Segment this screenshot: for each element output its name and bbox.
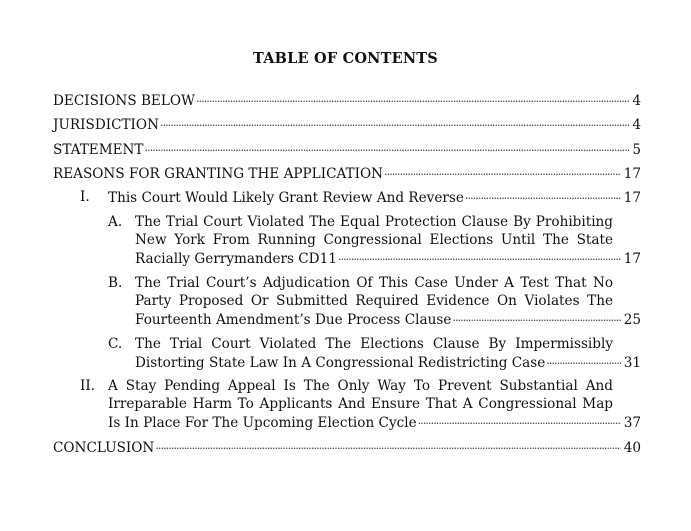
toc-entry-line: A Stay Pending Appeal Is The Only Way To Prevent Substantial And [108, 378, 613, 394]
toc-entry-line: The Trial Court’s Adjudication Of This Case Under A Test That No [135, 275, 613, 291]
dot-leader [160, 115, 629, 129]
toc-entry-line: Irreparable Harm To Applicants And Ensure That A Congressional Map [108, 396, 613, 412]
toc-numeral: II. [80, 378, 96, 394]
dot-leader [418, 413, 621, 427]
toc-entry-title: STATEMENT [53, 141, 144, 158]
toc-page-number: 37 [623, 414, 641, 431]
toc-entry-section-b[interactable] [135, 274, 641, 329]
toc-page-number: 4 [632, 116, 641, 133]
toc-entry-line: New York From Running Congressional Elections Until The State [135, 232, 613, 248]
toc-entry-conclusion[interactable] [53, 438, 641, 457]
toc-entry-section-ii[interactable] [108, 377, 641, 432]
toc-entry-decisions-below[interactable] [53, 91, 641, 110]
toc-page-number: 31 [623, 354, 641, 371]
toc-entry-section-c[interactable] [135, 335, 641, 372]
dot-leader [384, 164, 621, 178]
toc-page-number: 40 [623, 439, 641, 456]
toc-entry-line: Racially Gerrymanders CD11 [135, 250, 337, 267]
dot-leader [155, 438, 620, 452]
toc-entry-statement[interactable] [53, 140, 641, 159]
dot-leader [196, 91, 629, 105]
dot-leader [145, 140, 630, 154]
dot-leader [546, 353, 620, 367]
toc-entry-line: Fourteenth Amendment’s Due Process Clause [135, 311, 452, 328]
toc-entry-section-a[interactable] [135, 213, 641, 268]
toc-page-number: 17 [623, 189, 641, 206]
toc-entry-line: Party Proposed Or Submitted Required Evidence On Violates The [135, 293, 613, 309]
toc-page-number: 5 [632, 141, 641, 158]
toc-entry-title: CONCLUSION [53, 439, 155, 456]
toc-entry-line: Is In Place For The Upcoming Election Cycle [108, 414, 417, 431]
toc-letter: B. [108, 275, 123, 291]
toc-entry-line: The Trial Court Violated The Elections Clause By Impermissibly [135, 336, 613, 352]
toc-entry-title: REASONS FOR GRANTING THE APPLICATION [53, 165, 384, 182]
toc-page-number: 25 [623, 311, 641, 328]
toc-entry-section-i[interactable] [108, 188, 641, 207]
toc-letter: C. [108, 336, 123, 352]
toc-entry-line: Distorting State Law In A Congressional Redistricting Case [135, 354, 546, 371]
dot-leader [338, 249, 621, 263]
toc-letter: A. [108, 214, 123, 230]
toc-entry-reasons[interactable] [53, 164, 641, 183]
toc-entry-title: JURISDICTION [53, 116, 159, 133]
dot-leader [452, 310, 620, 324]
toc-page-number: 4 [632, 92, 641, 109]
toc-page-number: 17 [623, 165, 641, 182]
toc-page-number: 17 [623, 250, 641, 267]
toc-entry-line: The Trial Court Violated The Equal Protection Clause By Prohibiting [135, 214, 613, 230]
toc-numeral: I. [80, 189, 90, 205]
toc-entry-jurisdiction[interactable] [53, 115, 641, 134]
toc-entry-title: DECISIONS BELOW [53, 92, 196, 109]
toc-entry-title: This Court Would Likely Grant Review And Reverse [108, 189, 464, 206]
toc-heading: TABLE OF CONTENTS [253, 50, 438, 67]
dot-leader [465, 188, 621, 202]
